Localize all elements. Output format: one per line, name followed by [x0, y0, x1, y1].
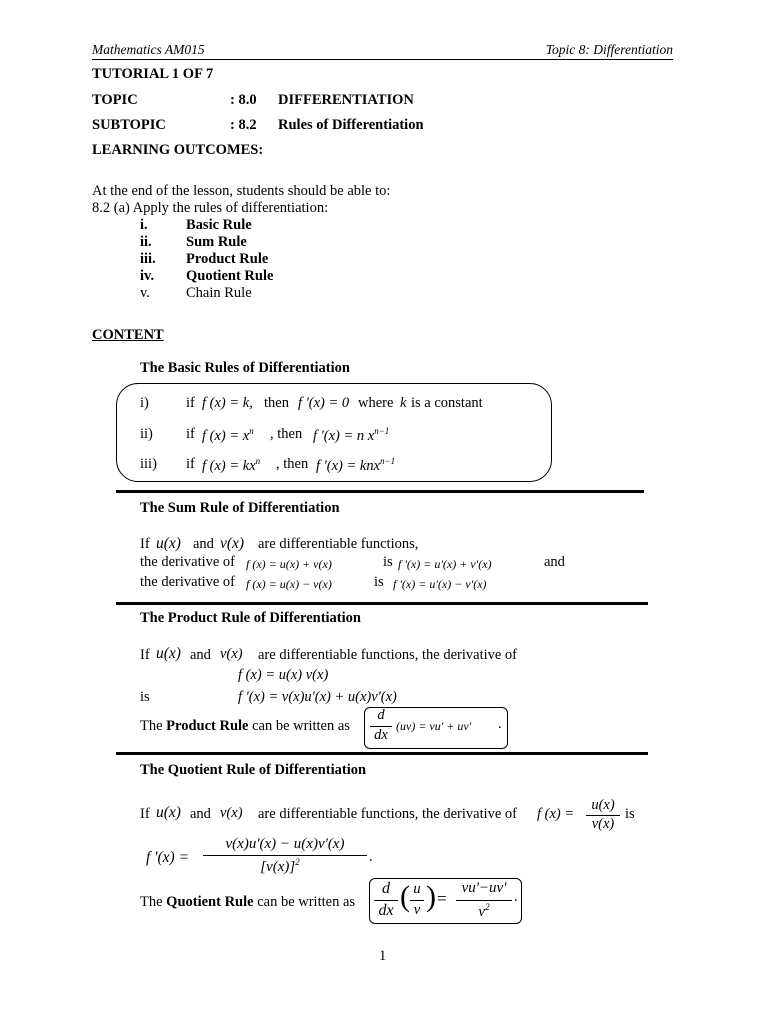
sum-is: is — [383, 554, 393, 570]
quotient-and: and — [190, 806, 211, 822]
product-if: If — [140, 647, 150, 663]
rule-number: i. — [140, 217, 148, 233]
quotient-derivative-num: v(x)u'(x) − u(x)v'(x) — [225, 836, 345, 852]
product-function: f (x) = u(x) v(x) — [238, 667, 329, 683]
quotient-equals: = — [437, 889, 447, 908]
sum-line1-text: are differentiable functions, — [258, 536, 419, 552]
tutorial-title: TUTORIAL 1 OF 7 — [92, 66, 214, 82]
basic-rule-3-num: iii) — [140, 456, 157, 472]
sum-and-2: and — [544, 554, 565, 570]
learning-outcomes-heading: LEARNING OUTCOMES: — [92, 142, 264, 158]
rule-number: ii. — [140, 234, 152, 250]
quotient-line1-text: are differentiable functions, the derivative of — [258, 806, 518, 822]
quotient-rule-den: $v^2$ — [478, 902, 490, 920]
content-heading: CONTENT — [92, 327, 164, 343]
basic-rule-1-condition: f (x) = k, — [202, 395, 253, 411]
quotient-paren-open: ( — [400, 880, 410, 913]
basic-rule-3-condition: f $(x) = kx^n$ — [202, 456, 261, 474]
basic-rule-3-if: if — [186, 456, 195, 472]
basic-rule-2-condition: f $(x) = x^n$ — [202, 426, 254, 444]
sum-if: If — [140, 536, 150, 552]
quotient-is: is — [625, 806, 635, 822]
rule-label: Product Rule — [186, 251, 269, 267]
quotient-v: v(x) — [220, 805, 243, 821]
product-note: The Product Rule can be written as — [140, 718, 350, 734]
quotient-derivative-dot: . — [369, 849, 373, 865]
basic-rule-2-result: f '(x) = n $x^{n-1}$ — [313, 426, 390, 444]
header-rule — [92, 59, 673, 60]
sum-rule-heading: The Sum Rule of Differentiation — [140, 500, 340, 516]
quotient-derivative-den: $[v(x)]^2$ — [260, 857, 300, 875]
quotient-function-lhs: f (x) = — [537, 806, 575, 822]
product-is: is — [140, 689, 150, 705]
header-course: Mathematics AM015 — [92, 42, 205, 57]
sum-derivative-label-1: the derivative of — [140, 554, 236, 570]
quotient-d-line — [374, 900, 398, 901]
basic-rule-1-then: then — [264, 395, 289, 411]
quotient-paren-close: ) — [426, 880, 436, 913]
quotient-derivative-lhs: f '(x) = — [146, 849, 190, 866]
rule-label: Chain Rule — [186, 285, 252, 301]
quotient-u-small: u — [413, 881, 421, 897]
quotient-function-num: u(x) — [591, 797, 615, 813]
basic-rule-2-num: ii) — [140, 426, 153, 442]
rule-label: Sum Rule — [186, 234, 247, 250]
quotient-derivative-line — [203, 855, 367, 856]
difference-function: f (x) = u(x) − v(x) — [246, 577, 332, 591]
quotient-u: u(x) — [156, 804, 181, 821]
quotient-if: If — [140, 806, 150, 822]
sum-v: v(x) — [220, 535, 245, 552]
product-line1-text: are differentiable functions, the derivative of — [258, 647, 518, 663]
subtopic-label: SUBTOPIC — [92, 117, 166, 133]
product-frac-den: dx — [374, 727, 388, 743]
sum-and: and — [193, 536, 214, 552]
basic-rule-1-num: i) — [140, 395, 149, 411]
quotient-uv-line — [410, 900, 424, 901]
rule-number: v. — [140, 285, 150, 301]
topic-title: DIFFERENTIATION — [278, 92, 414, 108]
header-topic: Topic 8: Differentiation — [545, 42, 673, 57]
basic-rule-1-k: k — [400, 395, 407, 411]
section-divider — [116, 490, 644, 493]
quotient-rule-num: vu'−uv' — [461, 880, 507, 896]
sum-u: u(x) — [156, 535, 181, 552]
difference-is: is — [374, 574, 384, 590]
basic-rule-1-if: if — [186, 395, 195, 411]
rule-label: Basic Rule — [186, 217, 252, 233]
quotient-function-den: v(x) — [591, 816, 615, 832]
product-and: and — [190, 647, 211, 663]
product-u: u(x) — [156, 645, 181, 662]
section-divider — [116, 602, 648, 605]
basic-rules-heading: The Basic Rules of Differentiation — [140, 360, 350, 376]
objective-text: 8.2 (a) Apply the rules of differentiation: — [92, 200, 329, 216]
rule-label: Quotient Rule — [186, 268, 274, 284]
product-v: v(x) — [220, 646, 243, 662]
product-rule-expression: (uv) = vu' + uv' — [396, 719, 472, 733]
product-frac-num: d — [377, 707, 385, 723]
subtopic-number: : 8.2 — [230, 117, 257, 133]
quotient-v-small: v — [413, 902, 421, 918]
basic-rule-2-then: , then — [270, 426, 303, 442]
product-rule-heading: The Product Rule of Differentiation — [140, 610, 361, 626]
quotient-note: The Quotient Rule can be written as — [140, 894, 356, 910]
difference-derivative: f '(x) = u'(x) − v'(x) — [393, 577, 487, 591]
quotient-d: d — [382, 880, 390, 897]
product-derivative: f '(x) = v(x)u'(x) + u(x)v'(x) — [238, 689, 397, 705]
basic-rule-1-where: where — [358, 395, 394, 411]
basic-rule-3-then: , then — [276, 456, 309, 472]
product-dot: . — [498, 716, 502, 732]
rule-number: iv. — [140, 268, 155, 284]
sum-derivative: f '(x) = u'(x) + v'(x) — [398, 557, 492, 571]
sum-function: f (x) = u(x) + v(x) — [246, 557, 332, 571]
basic-rule-1-constant: is a constant — [411, 395, 483, 411]
quotient-dx: dx — [378, 902, 394, 919]
subtopic-title: Rules of Differentiation — [278, 117, 424, 133]
topic-label: TOPIC — [92, 92, 138, 108]
quotient-rule-heading: The Quotient Rule of Differentiation — [140, 762, 367, 778]
quotient-rule-line — [456, 900, 512, 901]
quotient-rule-dot: . — [514, 889, 518, 905]
section-divider — [116, 752, 648, 755]
sum-derivative-label-2: the derivative of — [140, 574, 236, 590]
basic-rule-3-result: f '(x) = knx$^{n-1}$ — [316, 456, 396, 474]
intro-text: At the end of the lesson, students should be able to: — [92, 183, 391, 199]
topic-number: : 8.0 — [230, 92, 257, 108]
basic-rule-2-if: if — [186, 426, 195, 442]
page-number: 1 — [379, 948, 387, 964]
rule-number: iii. — [140, 251, 156, 267]
basic-rule-1-result: f '(x) = 0 — [298, 395, 350, 411]
